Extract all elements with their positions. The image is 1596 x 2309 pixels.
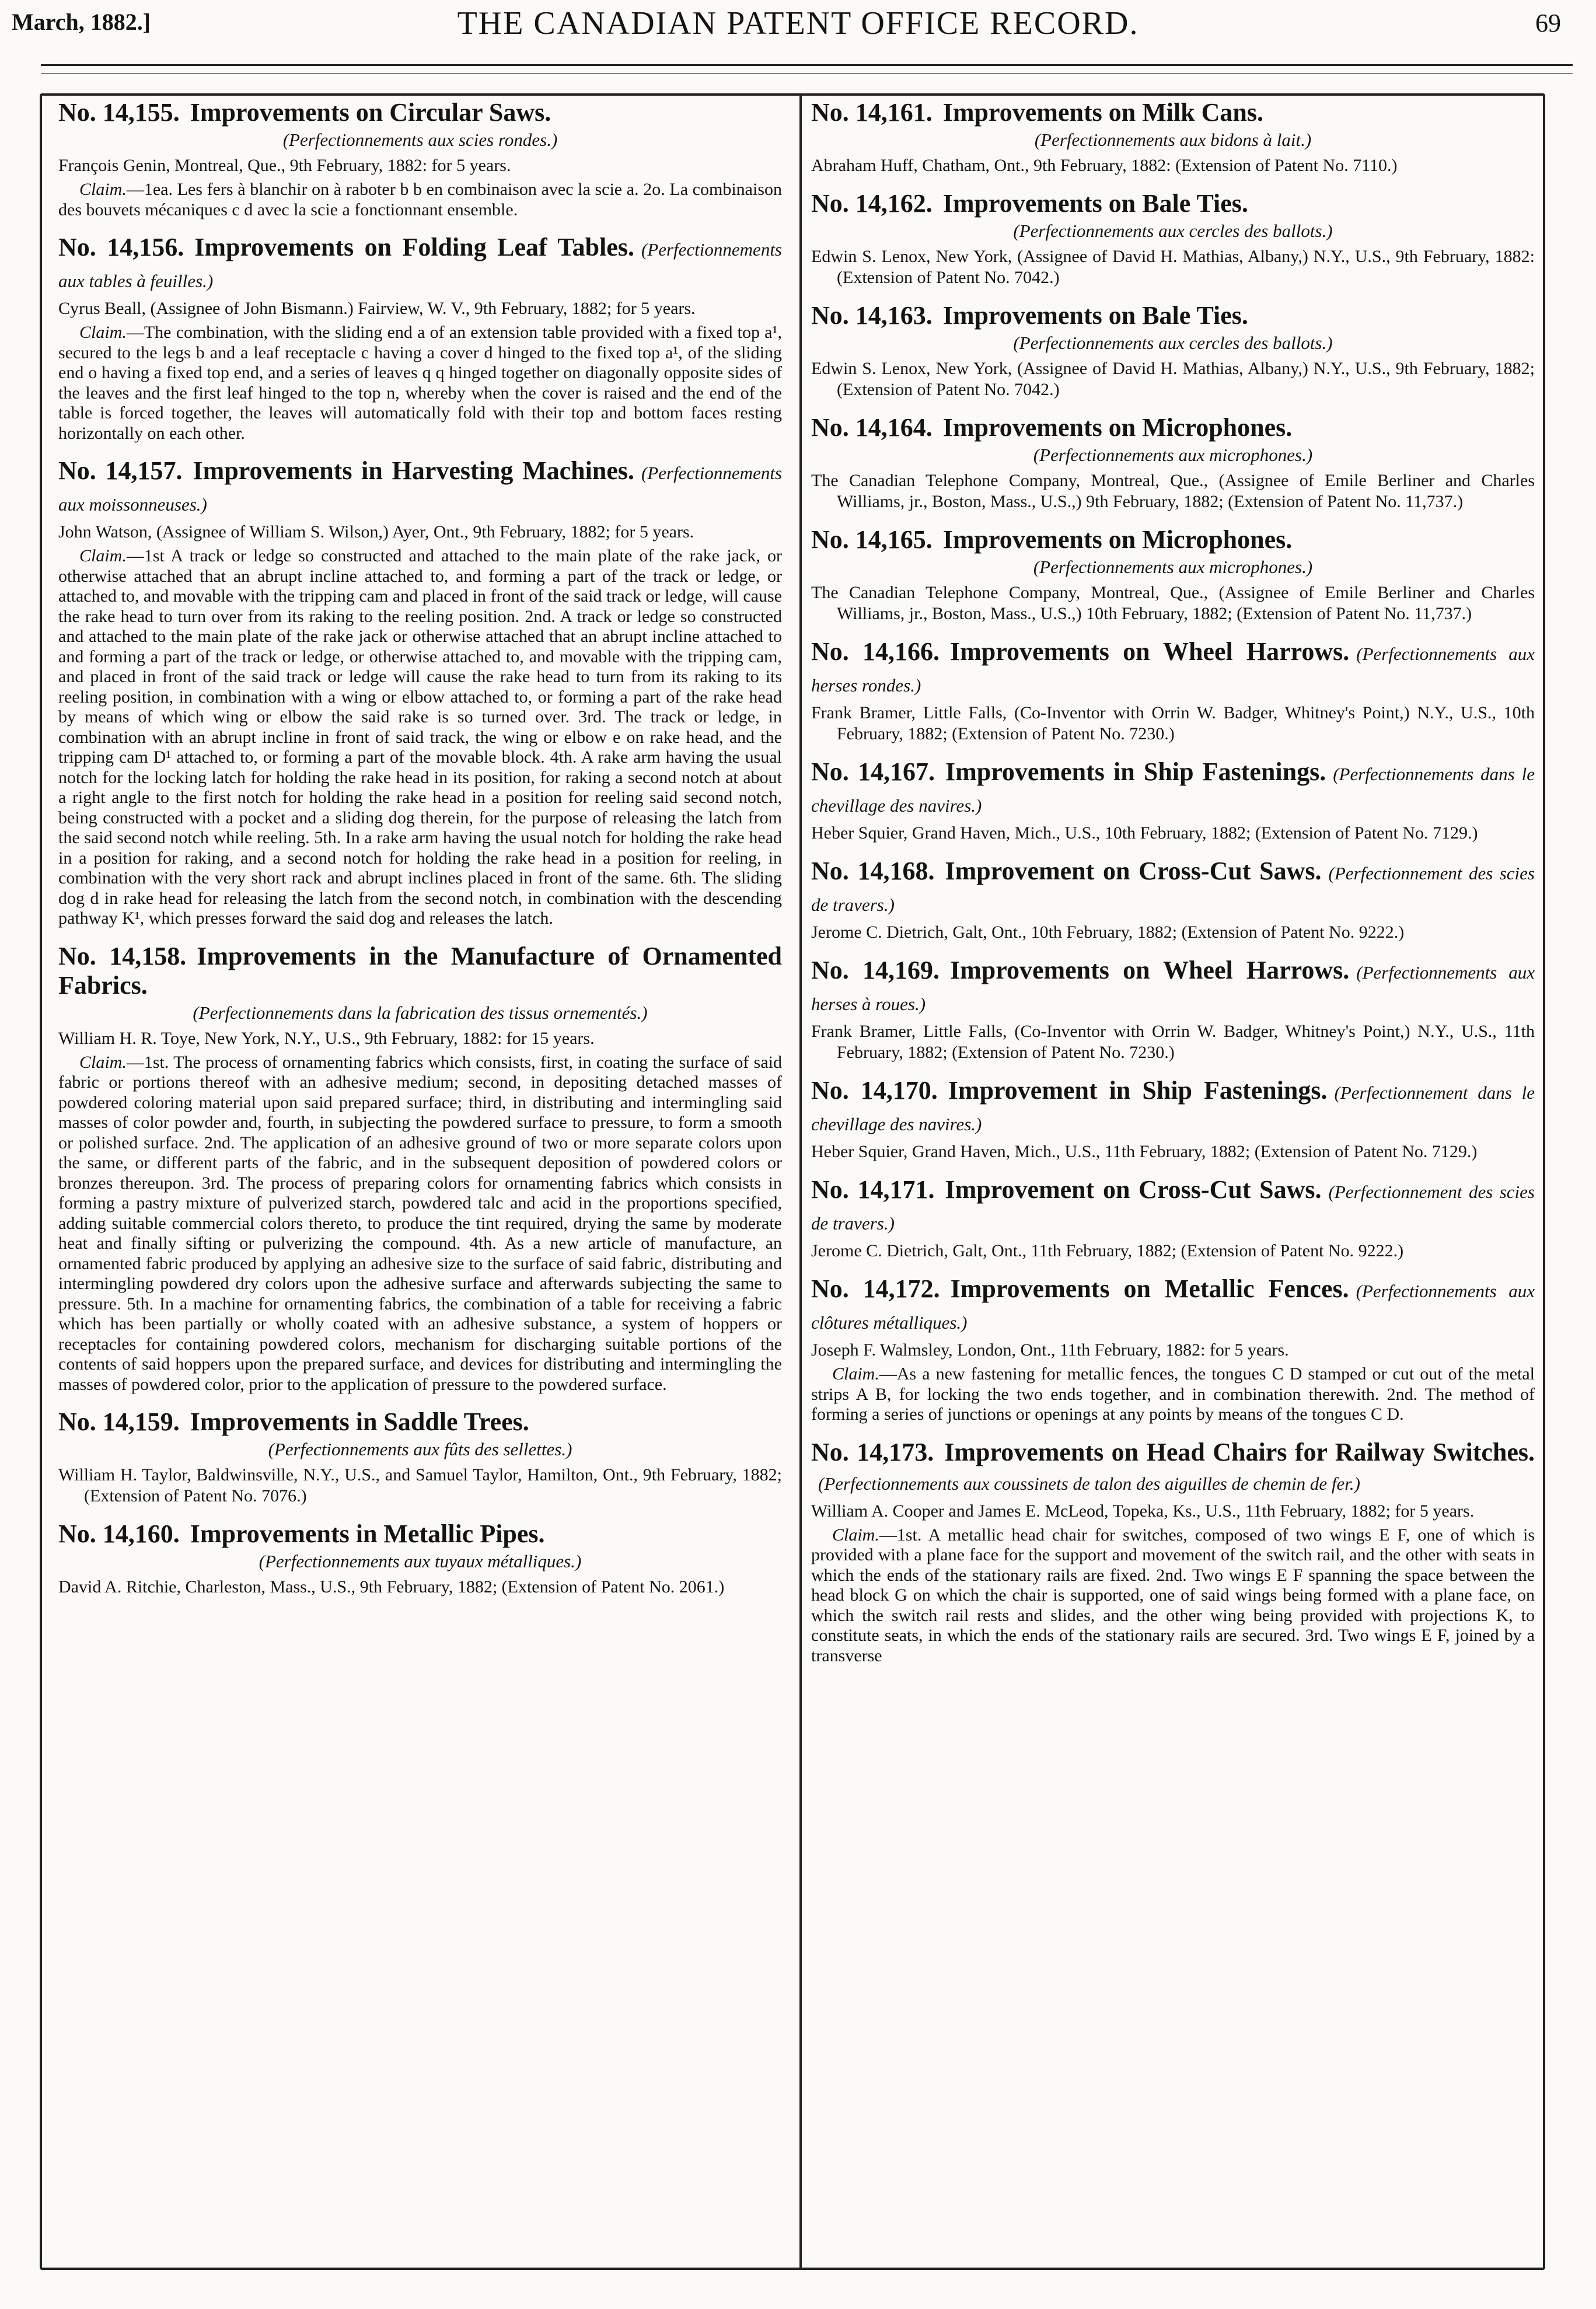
patent-number: No. 14,165.	[811, 525, 933, 554]
claim-body: —1st. A metallic head chair for switches, composed of two wings E F, one of which is provided with a plane face for the support and movement of the switch rail, and the other with seats in which the ends of the stationary rails are fixed. 2nd. Two wings E F spanning the space between the head block G on which the chair is supported, one of said wings being formed with a plane face, on which the switch rail rests and slides, and the other wing being provided with projections K, to constitute seats, in which the ends of the stationary rails are secured. 3rd. Two wings E F, joined by a transverse	[811, 1525, 1535, 1665]
grantee-details: David A. Ritchie, Charleston, Mass., U.S., 9th February, 1882; (Extension of Patent No. 2061.)	[58, 1577, 725, 1597]
grantee-details: Jerome C. Dietrich, Galt, Ont., 10th February, 1882; (Extension of Patent No. 9222.)	[811, 923, 1405, 942]
french-title: (Perfectionnements aux bidons à lait.)	[1034, 130, 1312, 150]
claim-label: Claim.	[79, 180, 127, 199]
french-title: (Perfectionnement dans le chevillage des navires.)	[811, 1082, 1535, 1134]
grantee-details: William H. Taylor, Baldwinsville, N.Y., U.S., and Samuel Taylor, Hamilton, Ont., 9th February, 1882; (Extension of Patent No. 7076.)	[58, 1465, 782, 1505]
patent-entry	[58, 942, 782, 1395]
patent-number: No. 14,170.	[811, 1076, 938, 1105]
patent-heading	[811, 1438, 1535, 1498]
patent-entry	[811, 956, 1535, 1063]
claim-text	[58, 1053, 782, 1395]
patent-heading	[811, 956, 1535, 1019]
claim-body: —1st. The process of ornamenting fabrics which consists, first, in coating the surface of said fabric or portions thereof with an adhesive medium; second, in depositing detached masses of powdered coloring material upon said prepared surface; third, in distributing and intermingling said masses of color powder and, fourth, in subjecting the powdered surface to pressure, to form a smooth or polished surface. 2nd. The application of an adhesive ground of two or more separate colors upon the same, or different parts of the fabric, and in the subsequent deposition of powdered colors or bronzes thereupon. 3rd. The process of preparing colors for ornamenting fabrics which consists in forming a pastry mixture of pulverized starch, powdered talc and acid in the proportions specified, adding suitable commercial colors thereto, to produce the tint required, drying the same by moderate heat and finally sifting or pulverizing the compound. 4th. As a new article of manufacture, an ornamented fabric produced by applying an adhesive size to the surface of said fabric, distributing and intermingling powdered dry colors upon the adhesive surface and afterwards subjecting the same to pressure. 5th. In a machine for ornamenting fabrics, the combination of a table for receiving a fabric which has been partially or wholly coated with an adhesive substance, a system of hoppers or receptacles for containing powdered colors, mechanism for discharging suitable portions of the contents of said hoppers upon the prepared surface, and devices for distributing and intermingling the masses of powdered color, prior to the application of pressure to the powdered surface.	[58, 1052, 782, 1394]
patent-title: Improvements in the Manufacture of Ornamented Fabrics.	[58, 941, 782, 1000]
grantee-details: François Genin, Montreal, Que., 9th February, 1882: for 5 years.	[58, 156, 511, 175]
claim-body: —1st A track or ledge so constructed and attached to the main plate of the rake jack, or otherwise attached that an abrupt incline attached to, and forming a part of the track or ledge, or attached to, and movable with the tripping cam and placed in front of the said track or ledge, will cause the rake head to turn over from its raking to the reeling position. 2nd. A track or ledge so constructed and attached to the main plate of the rake jack or otherwise attached that an abrupt incline attached to and forming a part of the track or ledge, or otherwise attached to, and movable with the tripping cam, and placed in front of the said track or ledge will cause the rake head to turn from its raking to its reeling position, in combination with a wing or elbow attached to, or forming a part of the rake head by means of which wing or elbow the said rake is so turned over. 3rd. The track or ledge, in combination with an abrupt incline in front of said track, the wing or elbow e on rake head, and the tripping cam D¹ attached to, or forming a part of the movable block. 4th. A rake arm having the usual notch for the locking latch for holding the rake head in its position, for raking a second notch at about a right angle to the first notch for holding the rake head in a position for reeling said second notch, being constructed with a pocket and a sliding dog therein, for the purpose of releasing the latch from the said second notch while reeling. 5th. In a rake arm having the usual notch for holding the rake head in a position for raking, and a second notch for holding the rake head in a position for reeling, in combination with the very short rack and abrupt inclines placed in front of the same. 6th. The sliding dog d in rake head for releasing the latch from the second notch, in combination with the descending pathway K¹, which presses forward the said dog and releases the latch.	[58, 546, 782, 928]
claim-text	[58, 323, 782, 443]
patent-number: No. 14,158.	[58, 941, 187, 970]
patent-heading	[58, 1519, 782, 1549]
patent-entry	[58, 1407, 782, 1507]
claim-text	[811, 1364, 1535, 1425]
patent-heading	[58, 98, 782, 127]
patent-number: No. 14,172.	[811, 1274, 940, 1303]
patent-number: No. 14,157.	[58, 456, 183, 485]
patent-title: Improvements on Microphones.	[942, 413, 1293, 442]
patent-title: Improvements on Folding Leaf Tables.	[194, 233, 634, 261]
patent-number: No. 14,173.	[811, 1437, 934, 1466]
patent-number: No. 14,164.	[811, 413, 933, 442]
patent-title: Improvement in Ship Fastenings.	[948, 1076, 1328, 1105]
patent-title: Improvement on Cross-Cut Saws.	[945, 1175, 1322, 1204]
grantee-details: Heber Squier, Grand Haven, Mich., U.S., 11th February, 1882; (Extension of Patent No. 7129.)	[811, 1142, 1478, 1161]
grantee-details: John Watson, (Assignee of William S. Wilson,) Ayer, Ont., 9th February, 1882; for 5 years.	[58, 522, 694, 542]
patent-heading	[811, 98, 1535, 127]
french-title: (Perfectionnements aux microphones.)	[1033, 445, 1313, 465]
patent-number: No. 14,160.	[58, 1519, 180, 1548]
patent-entry	[811, 1175, 1535, 1262]
claim-text	[58, 180, 782, 220]
grantee-details: The Canadian Telephone Company, Montreal, Que., (Assignee of Emile Berliner and Charles Williams, jr., Boston, Mass., U.S.,) 9th February, 1882; (Extension of Patent No. 11,737.)	[811, 471, 1535, 511]
claim-label: Claim.	[79, 546, 127, 565]
grantee-details: Edwin S. Lenox, New York, (Assignee of David H. Mathias, Albany,) N.Y., U.S., 9th February, 1882; (Extension of Patent No. 7042.)	[811, 359, 1535, 399]
patent-number: No. 14,169.	[811, 956, 940, 984]
patent-title: Improvements on Wheel Harrows.	[949, 637, 1350, 666]
patent-title: Improvements on Metallic Fences.	[950, 1274, 1349, 1303]
publication-title: THE CANADIAN PATENT OFFICE RECORD.	[457, 5, 1139, 41]
french-title: (Perfectionnements aux scies rondes.)	[282, 130, 558, 150]
french-title: (Perfectionnements aux tuyaux métalliques.)	[259, 1551, 582, 1571]
patent-heading	[811, 757, 1535, 820]
patent-number: No. 14,156.	[58, 233, 184, 261]
patent-title: Improvements on Wheel Harrows.	[949, 956, 1350, 984]
patent-entry	[811, 525, 1535, 624]
claim-body: —1ea. Les fers à blanchir on à raboter b b en combinaison avec la scie a. 2o. La combinaison des bouvets mécaniques c d avec la scie a fonctionnant ensemble.	[58, 180, 782, 219]
patent-title: Improvements in Saddle Trees.	[190, 1407, 529, 1436]
patent-title: Improvements on Circular Saws.	[190, 98, 551, 127]
patent-entry	[811, 189, 1535, 288]
patent-entry	[811, 637, 1535, 745]
grantee-details: Jerome C. Dietrich, Galt, Ont., 11th February, 1882; (Extension of Patent No. 9222.)	[811, 1241, 1404, 1260]
patent-entry	[58, 456, 782, 929]
patent-heading	[58, 1407, 782, 1437]
patent-entry	[811, 757, 1535, 844]
patent-number: No. 14,171.	[811, 1175, 935, 1204]
patent-number: No. 14,167.	[811, 757, 935, 786]
claim-text	[58, 546, 782, 929]
claim-body: —As a new fastening for metallic fences, the tongues C D stamped or cut out of the metal strips A B, for locking the two ends together, and in combination therewith. 2nd. The method of forming a series of junctions or openings at any points by means of the tongues C D.	[811, 1364, 1535, 1424]
patent-entry	[811, 98, 1535, 176]
patent-number: No. 14,161.	[811, 98, 933, 127]
french-title: (Perfectionnements aux microphones.)	[1033, 557, 1313, 577]
french-title: (Perfectionnements aux tables à feuilles.)	[58, 239, 782, 291]
grantee-details: The Canadian Telephone Company, Montreal, Que., (Assignee of Emile Berliner and Charles Williams, jr., Boston, Mass., U.S.,) 10th February, 1882; (Extension of Patent No. 11,737.)	[811, 583, 1535, 623]
patent-heading	[58, 942, 782, 1000]
grantee-details: Cyrus Beall, (Assignee of John Bismann.) Fairview, W. V., 9th February, 1882; for 5 years.	[58, 299, 696, 318]
patent-heading	[811, 857, 1535, 920]
grantee-details: William H. R. Toye, New York, N.Y., U.S., 9th February, 1882: for 15 years.	[58, 1028, 595, 1048]
grantee-details: William A. Cooper and James E. McLeod, Topeka, Ks., U.S., 11th February, 1882; for 5 years.	[811, 1501, 1475, 1521]
patent-title: Improvements in Metallic Pipes.	[190, 1519, 545, 1548]
french-title: (Perfectionnements aux clôtures métalliques.)	[811, 1281, 1535, 1333]
patent-title: Improvements in Harvesting Machines.	[193, 456, 634, 485]
patent-number: No. 14,162.	[811, 189, 933, 218]
french-title: (Perfectionnements aux cercles des ballots.)	[1013, 221, 1333, 241]
french-title: (Perfectionnements dans le chevillage des navires.)	[811, 764, 1535, 816]
patent-entry	[811, 857, 1535, 943]
patent-heading	[811, 413, 1535, 442]
patent-number: No. 14,155.	[58, 98, 180, 127]
issue-date: March, 1882.]	[12, 9, 151, 35]
french-title: (Perfectionnements aux fûts des sellettes.)	[268, 1439, 572, 1459]
grantee-details: Edwin S. Lenox, New York, (Assignee of David H. Mathias, Albany,) N.Y., U.S., 9th February, 1882: (Extension of Patent No. 7042.)	[811, 247, 1535, 287]
claim-label: Claim.	[79, 1052, 127, 1072]
patent-entry	[811, 1438, 1535, 1667]
patent-title: Improvements on Head Chairs for Railway Switches.	[944, 1437, 1535, 1466]
claim-label: Claim.	[832, 1364, 879, 1384]
patent-title: Improvements in Ship Fastenings.	[945, 757, 1326, 786]
patent-number: No. 14,163.	[811, 301, 933, 330]
grantee-details: Frank Bramer, Little Falls, (Co-Inventor with Orrin W. Badger, Whitney's Point,) N.Y., U.S., 11th February, 1882; (Extension of Patent No. 7230.)	[811, 1022, 1535, 1062]
patent-title: Improvements on Bale Ties.	[942, 301, 1248, 330]
patent-entry	[811, 413, 1535, 512]
patent-title: Improvement on Cross-Cut Saws.	[945, 857, 1322, 885]
patent-entry	[58, 233, 782, 443]
patent-entry	[811, 1076, 1535, 1162]
column-divider	[799, 96, 802, 2268]
patent-number: No. 14,168.	[811, 857, 935, 885]
grantee-details: Abraham Huff, Chatham, Ont., 9th February, 1882: (Extension of Patent No. 7110.)	[811, 156, 1398, 175]
grantee-details: Frank Bramer, Little Falls, (Co-Inventor with Orrin W. Badger, Whitney's Point,) N.Y., U.S., 10th February, 1882; (Extension of Patent No. 7230.)	[811, 703, 1535, 743]
patent-heading	[811, 301, 1535, 330]
french-title: (Perfectionnement des scies de travers.)	[811, 863, 1535, 915]
patent-heading	[811, 525, 1535, 554]
header-rule	[41, 64, 1573, 74]
right-column	[811, 98, 1535, 1679]
patent-heading	[811, 1274, 1535, 1337]
patent-heading	[811, 189, 1535, 218]
french-title: (Perfectionnements aux cercles des ballots.)	[1013, 333, 1333, 353]
patent-entry	[811, 1274, 1535, 1425]
patent-title: Improvements on Microphones.	[942, 525, 1293, 554]
french-title: (Perfectionnements aux herses rondes.)	[811, 644, 1535, 696]
french-title: (Perfectionnement des scies de travers.)	[811, 1182, 1535, 1234]
claim-body: —The combination, with the sliding end a of an extension table provided with a fixed top a¹, secured to the legs b and a leaf receptacle c having a cover d hinged to the fixed top a¹, of the sliding end o having a fixed top end, and a series of leaves q q hinged together on diagonally opposite sides of the leaves and the first leaf hinged to the top n, whereby when the cover is raised and the end of the table is forced together, the leaves will automatically fold with their top and bottom faces resting horizontally on each other.	[58, 323, 782, 443]
page-number: 69	[1535, 9, 1561, 37]
page-header	[0, 0, 1596, 70]
patent-title: Improvements on Milk Cans.	[942, 98, 1264, 127]
patent-entry	[811, 301, 1535, 400]
grantee-details: Joseph F. Walmsley, London, Ont., 11th February, 1882: for 5 years.	[811, 1340, 1289, 1360]
claim-label: Claim.	[79, 323, 127, 342]
patent-heading	[58, 233, 782, 296]
french-title: (Perfectionnements aux moissonneuses.)	[58, 463, 783, 515]
french-title: (Perfectionnements aux herses à roues.)	[811, 962, 1535, 1014]
french-title: (Perfectionnements dans la fabrication des tissus ornementés.)	[193, 1002, 648, 1023]
patent-heading	[811, 1076, 1535, 1139]
patent-number: No. 14,166.	[811, 637, 940, 666]
left-column	[58, 98, 782, 1611]
patent-heading	[811, 1175, 1535, 1238]
patent-heading	[811, 637, 1535, 700]
grantee-details: Heber Squier, Grand Haven, Mich., U.S., 10th February, 1882; (Extension of Patent No. 7129.)	[811, 823, 1478, 843]
patent-number: No. 14,159.	[58, 1407, 180, 1436]
claim-label: Claim.	[832, 1525, 879, 1545]
patent-title: Improvements on Bale Ties.	[942, 189, 1248, 218]
patent-heading	[58, 456, 782, 519]
patent-entry	[58, 98, 782, 220]
claim-text	[811, 1525, 1535, 1667]
patent-entry	[58, 1519, 782, 1598]
french-title: (Perfectionnements aux coussinets de talon des aiguilles de chemin de fer.)	[818, 1473, 1360, 1494]
